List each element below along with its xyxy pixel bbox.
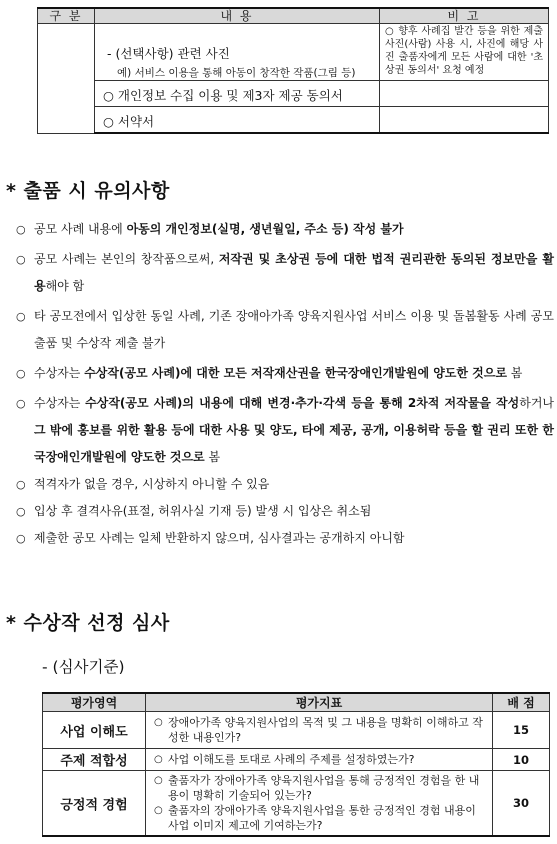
item-text: 적격자가 없을 경우, 시상하지 아니할 수 있음 — [34, 477, 270, 491]
emphasis-text: 수상작(공모 사례)에 대한 모든 저작재산권을 한국장애인개발원에 양도한 것으로 — [84, 366, 507, 380]
table-row — [43, 749, 550, 771]
indicator-item — [154, 773, 486, 803]
circle-bullet-icon: ○ — [16, 397, 26, 410]
table-row — [43, 771, 550, 837]
table-row — [38, 107, 549, 134]
table-row — [43, 712, 550, 749]
circle-bullet-icon: ○ — [154, 775, 163, 786]
item-text: 수상자는 — [34, 396, 86, 410]
consent-form-cell: ○ 개인정보 수집 이용 및 제3자 제공 동의서 — [95, 81, 380, 107]
header-content: 내 용 — [95, 8, 380, 24]
list-item — [16, 498, 554, 525]
pledge-cell: ○ 서약서 — [95, 107, 380, 134]
circle-bullet-icon: ○ — [16, 253, 26, 266]
table-row — [38, 81, 549, 107]
section-heading-precautions: * 출품 시 유의사항 — [6, 180, 170, 202]
criteria-subtitle: - (심사기준) — [42, 658, 125, 676]
precautions-list — [16, 216, 554, 552]
list-item — [16, 303, 554, 357]
list-item — [16, 471, 554, 498]
item-text: 하거나 — [519, 396, 555, 410]
item-text: 수상자는 — [34, 366, 85, 380]
criteria-score: 10 — [493, 749, 550, 771]
list-item — [16, 390, 554, 471]
criteria-indicator — [146, 749, 493, 771]
content-cell — [95, 24, 380, 81]
table-row — [38, 24, 549, 81]
item-text: 제출한 공모 사례는 일체 반환하지 않으며, 심사결과는 공개하지 아니함 — [34, 531, 405, 545]
circle-bullet-icon: ○ — [16, 310, 26, 323]
criteria-area: 긍정적 경험 — [43, 771, 146, 837]
category-cell — [38, 24, 95, 134]
circle-bullet-icon: ○ — [16, 478, 26, 491]
indicator-text: 출품자가 장애아가족 양육지원사업을 통해 긍정적인 경험을 한 내용이 명확히 기술되어 있는가? — [168, 774, 480, 802]
circle-bullet-icon: ○ — [154, 717, 163, 728]
section-heading-judging: * 수상작 선정 심사 — [6, 612, 170, 634]
criteria-indicator — [146, 712, 493, 749]
item-text: 봄 — [204, 450, 221, 464]
item-text: 공모 사례는 본인의 창작품으로써, — [34, 252, 219, 266]
criteria-score: 30 — [493, 771, 550, 837]
emphasis-text: 저작권 및 초상권 등에 대한 법적 권리관한 동의된 정보만을 활용 — [34, 252, 554, 293]
item-text: 해야 함 — [45, 279, 85, 293]
circle-bullet-icon: ○ — [154, 805, 163, 816]
item-text: 봄 — [506, 366, 523, 380]
circle-bullet-icon: ○ — [16, 367, 26, 380]
indicator-text: 사업 이해도를 토대로 사례의 주제를 설정하였는가? — [168, 753, 415, 766]
criteria-area: 사업 이해도 — [43, 712, 146, 749]
optional-photo-label: - (선택사항) 관련 사진 — [107, 46, 230, 61]
submission-docs-table — [37, 7, 549, 134]
note-cell-empty — [380, 81, 549, 107]
header-score: 배 점 — [493, 693, 550, 712]
criteria-score: 15 — [493, 712, 550, 749]
header-indicator: 평가지표 — [146, 693, 493, 712]
list-item — [16, 525, 554, 552]
item-text: 입상 후 결격사유(표절, 허위사실 기재 등) 발생 시 입상은 취소됨 — [34, 504, 372, 518]
emphasis-text: 그 밖에 홍보를 위한 활용 등에 대한 사용 및 양도, 타에 제공, 공개, 이용허락 등을 할 권리 또한 한국장애인개발원에 양도한 것으로 — [34, 423, 554, 464]
header-note: 비 고 — [380, 8, 549, 24]
note-cell-empty — [380, 107, 549, 134]
indicator-item — [154, 803, 486, 833]
list-item — [16, 360, 554, 387]
circle-bullet-icon: ○ — [16, 505, 26, 518]
emphasis-text: 아동의 개인정보(실명, 생년월일, 주소 등) 작성 불가 — [126, 222, 404, 236]
header-area: 평가영역 — [43, 693, 146, 712]
criteria-table — [42, 692, 550, 837]
list-item — [16, 216, 554, 243]
indicator-item — [154, 752, 486, 767]
circle-bullet-icon: ○ — [154, 754, 163, 765]
indicator-text: 출품자의 장애아가족 양육지원사업을 통한 긍정적인 경험 내용이 사업 이미지 제고에 기여하는가? — [168, 804, 476, 832]
photo-example: 예) 서비스 이용을 통해 아동이 창작한 작품(그림 등) — [117, 67, 356, 79]
indicator-text: 장애아가족 양육지원사업의 목적 및 그 내용을 명확히 이해하고 작성한 내용인가? — [168, 716, 483, 744]
item-text: 타 공모전에서 입상한 동일 사례, 기존 장애아가족 양육지원사업 서비스 이용 및 돌봄활동 사례 공모 출품 및 수상작 제출 불가 — [34, 309, 554, 350]
indicator-item — [154, 715, 486, 745]
criteria-area: 주제 적합성 — [43, 749, 146, 771]
circle-bullet-icon: ○ — [16, 532, 26, 545]
circle-bullet-icon: ○ — [16, 223, 26, 236]
item-text: 공모 사례 내용에 — [34, 222, 127, 236]
note-cell: ○ 향후 사례집 발간 등을 위한 제출 사진(사람) 사용 시, 사진에 해당 사진 출품자에게 모든 사람에 대한 '초상권 동의서' 요청 예정 — [380, 24, 549, 81]
header-category: 구 분 — [38, 8, 95, 24]
list-item — [16, 246, 554, 300]
emphasis-text: 수상작(공모 사례)의 내용에 대해 변경·추가·각색 등을 통해 2차적 저작물을 작성 — [85, 396, 520, 410]
criteria-indicator — [146, 771, 493, 837]
